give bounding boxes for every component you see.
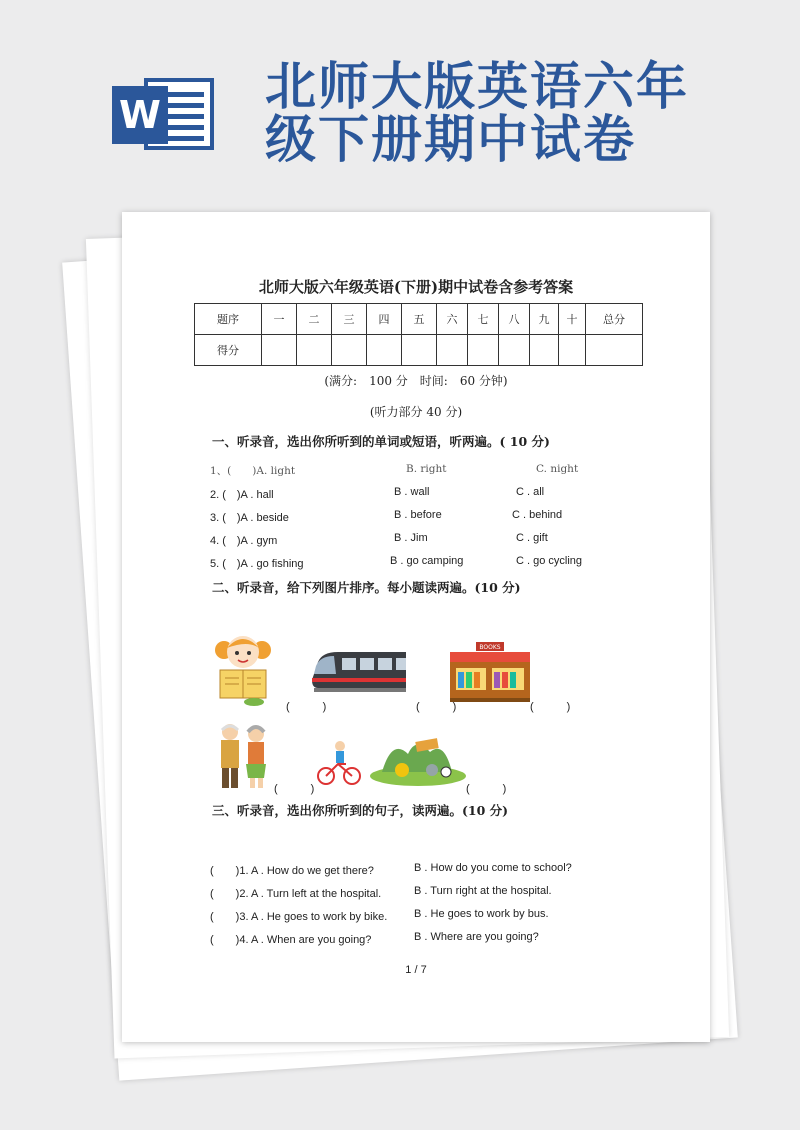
score-header-cell: 题序 bbox=[195, 304, 262, 335]
score-header-cell: 一 bbox=[262, 304, 297, 335]
score-header-cell: 六 bbox=[437, 304, 468, 335]
sentence-option-b: B . Where are you going? bbox=[414, 931, 539, 943]
sentence-option-b: B . He goes to work by bus. bbox=[414, 908, 549, 920]
section2-heading: 二、听录音，给下列图片排序。每小题读两遍。(10 分) bbox=[212, 580, 521, 595]
score-table-header-row bbox=[195, 304, 643, 335]
grandparents-picture bbox=[210, 720, 276, 792]
item-option-a: 1、( )A. light bbox=[210, 465, 296, 477]
word-logo-icon bbox=[112, 76, 214, 152]
section3-heading: 三、听录音，选出你所听到的句子，读两遍。(10 分) bbox=[212, 803, 509, 818]
answer-paren: ( ) bbox=[466, 783, 507, 795]
score-cell bbox=[367, 335, 402, 366]
item-option-c: C. night bbox=[536, 463, 579, 475]
score-cell bbox=[297, 335, 332, 366]
section1-heading: 一、听录音，选出你所听到的单词或短语，听两遍。( 10 分) bbox=[212, 434, 550, 449]
item-option-c: C . all bbox=[516, 486, 545, 498]
score-table-score-row bbox=[195, 335, 643, 366]
score-header-cell: 总分 bbox=[586, 304, 643, 335]
score-cell bbox=[262, 335, 297, 366]
listening-part-label: (听力部分 40 分) bbox=[369, 405, 463, 419]
item-option-a: 5. ( )A . go fishing bbox=[210, 558, 304, 570]
answer-paren: ( ) bbox=[416, 701, 457, 713]
banner-title-line1: 北师大版英语六年 bbox=[265, 58, 690, 117]
score-row-label: 得分 bbox=[195, 335, 262, 366]
score-cell bbox=[402, 335, 437, 366]
sentence-option-b: B . Turn right at the hospital. bbox=[414, 885, 552, 897]
score-header-cell: 五 bbox=[402, 304, 437, 335]
item-option-c: C . gift bbox=[516, 532, 548, 544]
item-option-c: C . behind bbox=[512, 509, 563, 521]
svg-text:W: W bbox=[119, 93, 161, 137]
item-option-a: 2. ( )A . hall bbox=[210, 489, 274, 501]
item-option-a: 3. ( )A . beside bbox=[210, 512, 289, 524]
score-header-cell: 三 bbox=[332, 304, 367, 335]
item-option-a: 4. ( )A . gym bbox=[210, 535, 278, 547]
score-cell bbox=[437, 335, 468, 366]
girl-reading-picture bbox=[208, 630, 278, 706]
sentence-option-a: ( )4. A . When are you going? bbox=[210, 934, 372, 946]
sentence-option-a: ( )1. A . How do we get there? bbox=[210, 865, 374, 877]
score-table bbox=[194, 303, 643, 366]
score-cell bbox=[559, 335, 586, 366]
svg-text:BOOKS: BOOKS bbox=[479, 644, 501, 651]
score-header-cell: 二 bbox=[297, 304, 332, 335]
score-header-cell: 八 bbox=[499, 304, 530, 335]
document-page bbox=[122, 212, 710, 1042]
item-option-b: B. right bbox=[406, 463, 447, 475]
answer-paren: ( ) bbox=[530, 701, 571, 713]
sentence-option-a: ( )2. A . Turn left at the hospital. bbox=[210, 888, 382, 900]
banner-title-line2: 级下册期中试卷 bbox=[265, 111, 637, 170]
page-number: 1 / 7 bbox=[405, 964, 427, 976]
exam-duration-info: (满分: 100 分 时间: 60 分钟) bbox=[324, 374, 508, 388]
item-option-b: B . Jim bbox=[394, 532, 428, 544]
sentence-option-a: ( )3. A . He goes to work by bike. bbox=[210, 911, 388, 923]
train-picture bbox=[308, 644, 412, 700]
item-option-b: B . wall bbox=[394, 486, 430, 498]
score-cell bbox=[332, 335, 367, 366]
score-cell bbox=[499, 335, 530, 366]
bookshop-picture bbox=[446, 638, 534, 706]
document-title: 北师大版六年级英语(下册)期中试卷含参考答案 bbox=[258, 278, 574, 296]
item-option-c: C . go cycling bbox=[516, 555, 583, 567]
sentence-option-b: B . How do you come to school? bbox=[414, 862, 572, 874]
score-header-cell: 七 bbox=[468, 304, 499, 335]
score-cell bbox=[586, 335, 643, 366]
score-cell bbox=[468, 335, 499, 366]
answer-paren: ( ) bbox=[274, 783, 315, 795]
score-cell bbox=[530, 335, 559, 366]
score-header-cell: 四 bbox=[367, 304, 402, 335]
item-option-b: B . go camping bbox=[390, 555, 464, 567]
cycling-zoo-picture bbox=[312, 732, 468, 788]
item-option-b: B . before bbox=[394, 509, 442, 521]
score-header-cell: 十 bbox=[559, 304, 586, 335]
answer-paren: ( ) bbox=[286, 701, 327, 713]
score-header-cell: 九 bbox=[530, 304, 559, 335]
